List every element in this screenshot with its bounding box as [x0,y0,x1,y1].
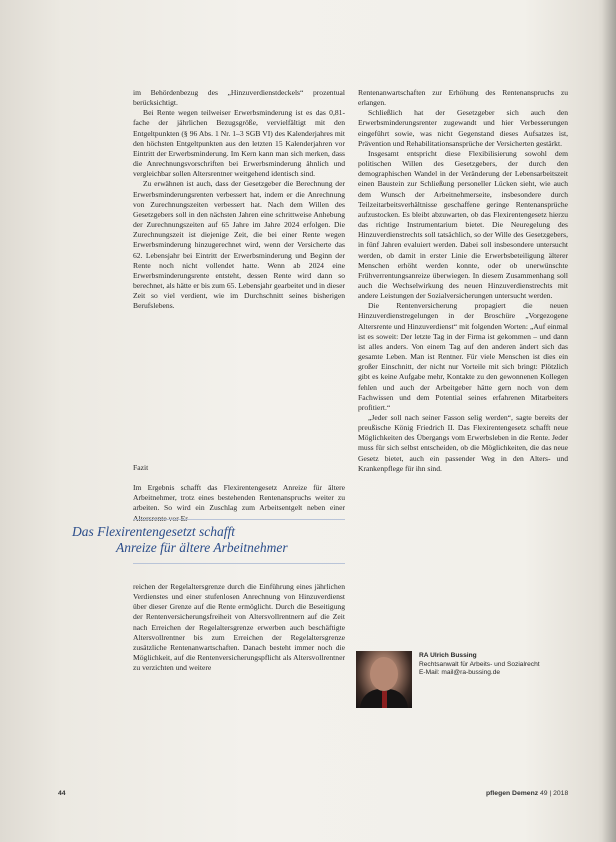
pull-quote-line: Das Flexirentengesetzt schafft [72,524,235,539]
page-number: 44 [58,790,66,797]
paragraph: im Behördenbezug des „Hinzuverdienstdeckels“ prozentual berücksichtigt. [133,88,345,108]
author-portrait-icon [356,651,412,708]
publication-info [486,790,568,797]
paragraph: Schließlich hat der Gesetzgeber sich auch den Erwerbsminderungsrenter zugewandt und hier Verbesserungen eingeführt sowie, was nicht Gegenstand dieses Aufsatzes ist, Prävention und Rehabilitationsansprüche der Versicherten gestärkt. [358,108,568,148]
author-title: Rechtsanwalt für Arbeits- und Sozialrecht [419,660,540,668]
author-name: RA Ulrich Bussing [419,652,477,659]
paragraph: Insgesamt entspricht diese Flexibilisierung sowohl dem politischen Willen des Gesetzgebers, der durch den demographischen Wandel in der Veränderung der Lebensarbeitszeit einen Baustein zur Schließung personeller Lücken sieht, wie auch dem Wunsch der Arbeitnehmerseite, insbesondere durch Teilzeitarbeitsverhältnisse geschaffene geringe Rentenansprüche aufzustocken. Es bleibt abzuwarten, ob das Flexirentengesetz hierzu das richtige Instrumentarium bietet. Die Neuregelung des Hinzuverdienstrechts soll tatsächlich, so der Wille des Gesetzgebers, in fünf Jahren evaluiert werden. Dabei soll insbesondere untersucht werden, ob damit in erster Linie die Erwerbsbeteiligung älterer Menschen erhöht werden konnte, oder ob unerwünschte Frühverrentungsanreize überwiegen. In diesem Zusammenhang soll auch die Wechselwirkung des neuen Hinzuverdienstrechts mit andere Leistungen der Sozialversicherungen untersucht werden. [358,148,568,301]
author-email: E-Mail: mail@ra-bussing.de [419,669,501,677]
pull-quote-rule-top [133,519,345,520]
page-edge-shadow [602,0,616,842]
paragraph: „Jeder soll nach seiner Fasson selig werden“, sagte bereits der preußische König Friedrich II. Das Flexirentengesetz schafft neue Möglichkeiten des Übergangs vom Erwerbsleben in die Rente. Jeder muss für sich selbst entscheiden, ob die Möglichkeiten, die das neue Gesetz bietet, auch ein passender Weg in den Alters- und Krankenpflege für ihn sind. [358,413,568,473]
paragraph: Zu erwähnen ist auch, dass der Gesetzgeber die Berechnung der Erwerbsminderungsrenten verbessert hat, indem er die Anrechnung von Zurechnungszeiten verbessert hat. Nach dem Willen des Gesetzgebers soll in den nächsten Jahren eine schrittweise Anhebung der Zurechnungszeiten auf 65 Jahre im Jahre 2024 erfolgen. Die Zurechnungszeit ist diejenige Zeit, die bei einer Rente wegen Erwerbsminderung hinzugerechnet wird, wenn der Versicherte das 62. Lebensjahr bei Eintritt der Erwerbsminderung und Beginn der Rente noch nicht vollendet hatte. Wenn ab 2024 eine Erwerbsminderungsrente entsteht, dessen Rente wird dann so berechnet, als hätte er bis zum 65. Lebensjahr gearbeitet und in dieser Zeit so viel verdient, wie im Durchschnitt seines bisherigen Berufslebens. [133,179,345,311]
paragraph: Im Ergebnis schafft das Flexirentengesetz Anreize für ältere Arbeitnehmer, trotz eines bestehenden Rentenanspruchs weiter zu arbeiten. So wird ein Zuschlag zum Arbeitsentgelt neben einer [133,483,345,513]
publication-name: pflegen Demenz [486,790,539,797]
paragraph: Die Rentenversicherung propagiert die neuen Hinzuverdienstregelungen in der Broschüre „Vorgezogene Altersrente und Hinzuverdienst“ mit folgenden Worten: „Auf einmal ist es soweit: Der letzte Tag in der Firma ist gekommen – und dann ist alles anders. Von einem Tag auf den anderen ändert sich das gesamte Leben. Man ist Rentner. Für viele Menschen ist dies ein großer Einschnitt, der nicht nur Vorteile mit sich bringt: Plötzlich gibt es keine Aufgabe mehr, Kontakte zu den gewonnenen Kollegen fehlen und auch der Arbeitgeber hätte gern noch von dem Fachwissen und dem Potential seines erfahrenen Mitarbeiters profitiert.“ [358,301,568,412]
pull-quote-rule-bottom [133,563,345,564]
column-left-bottom [133,582,345,673]
paragraph: Bei Rente wegen teilweiser Erwerbsminderung ist es das 0,81-fache der jährlichen Bezugsgröße, vervielfältigt mit den Entgeltpunkten (§ 96 Abs. 1 Nr. 1–3 SGB VI) des Kalenderjahres mit den höchsten Entgeltpunkten aus den letzten 15 Kalenderjahren vor Eintritt der Erwerbsminderung. Im Kern kann man sich merken, dass die Anrechnungsvorschriften bei Erwerbsminderung ähnlich und vergleichbar sollen Altersrentner weitgehend identisch sind. [133,108,345,179]
section-heading-fazit: Fazit [133,463,149,472]
issue-number: 49 | 2018 [540,790,569,797]
pull-quote-line: Anreize für ältere Arbeitnehmer [116,540,288,555]
author-box [419,652,569,678]
paragraph: Rentenanwartschaften zur Erhöhung des Rentenanspruchs zu erlangen. [358,88,568,108]
column-left-fazit [133,463,345,524]
column-left-top [133,88,345,311]
column-right [358,88,568,474]
paragraph: reichen der Regelaltersgrenze durch die Einführung eines jährlichen Verdienstes und einer stufenlosen Anrechnung von Hinzuverdienst über dieser Grenze auf die Rente ermöglicht. Durch die Beseitigung der Rentenversicherungsfreiheit von Altersvollrentnern auf die Zeit nach Erreichen der Regelaltersgrenze erwerben auch beschäftigte Altersvollrentner bis zum Erreichen der Regelaltersgrenze zusätzliche Rentenanwartschaften. Danach besteht immer noch die Möglichkeit, auf die Rentenversicherungspflicht als Altersvollrentner zu verzichten und weitere [133,582,345,673]
pull-quote [72,524,352,556]
